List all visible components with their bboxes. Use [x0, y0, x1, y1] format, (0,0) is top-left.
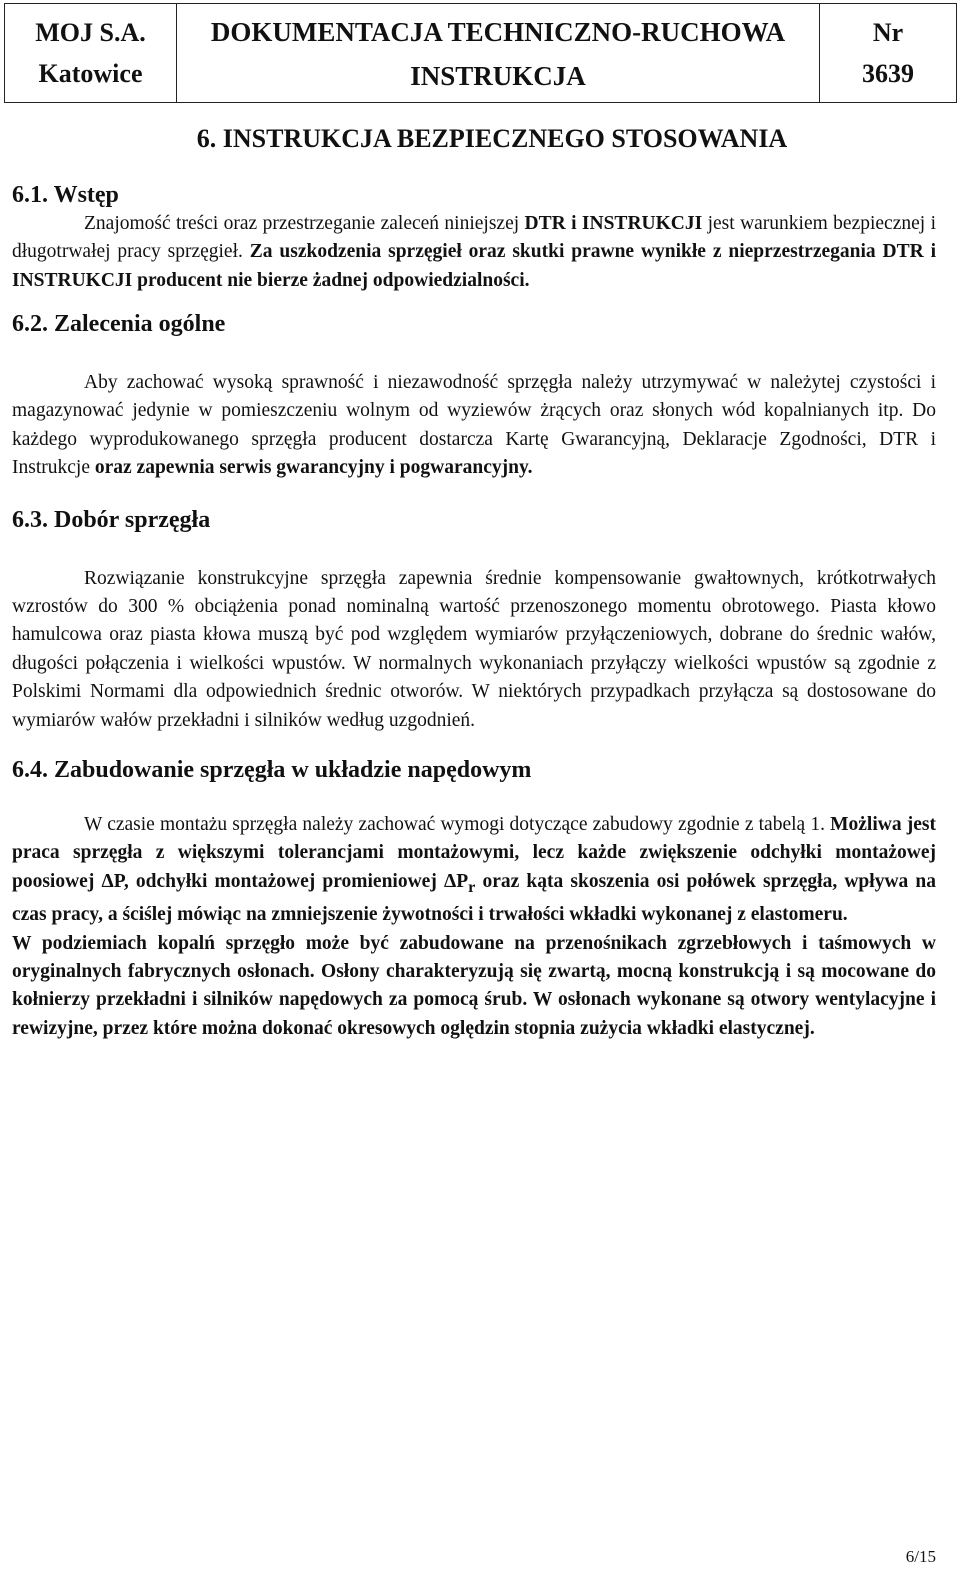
mining-paragraph: W podziemiach kopalń sprzęgło może być zabudowane na przenośnikach zgrzebłowych i taśmowych w oryginalnych fabrycznych osłonach. Osłony charakteryzują się zwartą, mocną konstrukcją i są mocowane do kołnierzy przekładni i silników napędowych za pomocą śrub. W osłonach wykonane są otwory wentylacyjne i rewizyjne, przez które można dokonać okresowych oględzin stopnia zużycia wkładki elastycznej. — [12, 932, 936, 1039]
delta-p-symbol: ΔP — [101, 870, 124, 892]
doc-type-cell — [177, 4, 820, 102]
section-heading-general: 6.2. Zalecenia ogólne — [12, 311, 226, 338]
doc-subtype: INSTRUKCJA — [410, 60, 586, 91]
page-number: 6/15 — [905, 1547, 936, 1566]
text-run-bold: , odchyłki montażowej promieniowej — [123, 870, 444, 892]
doc-number-label: Nr — [872, 17, 904, 47]
text-run-bold: Za uszkodzenia sprzęgieł oraz skutki prawne wynikłe z nieprzestrzegania DTR i INSTRUKCJI producent nie bierze żadnej odpowiedzialności. — [12, 241, 937, 291]
text-run: Aby zachować wysoką sprawność i niezawodność sprzęgła należy utrzymywać w należytej czystości i magazynować jedynie w pomieszczeniu wolnym od wyziewów żrących oraz słonych wód kopalnianych itp. Do każdego wyprodukowanego sprzęgła producent dostarcza Kartę Gwarancyjną, Deklaracje Zgodności, DTR i Instrukcje — [12, 372, 936, 479]
text-run: W czasie montażu sprzęgła należy zachować wymogi dotyczące zabudowy zgodnie z tabelą 1. — [84, 814, 831, 836]
document-body — [12, 122, 936, 1043]
document-header — [4, 3, 957, 103]
text-run-bold: DTR i INSTRUKCJI — [524, 212, 703, 234]
page-title: 6. INSTRUKCJA BEZPIECZNEGO STOSOWANIA — [196, 124, 788, 153]
intro-paragraph — [12, 210, 936, 295]
text-run-bold: oraz kąta skoszenia osi połówek sprzęgła, wpływa na czas pracy, a ściślej mówiąc na zmniejszenie żywotności i trwałości wkładki wykonanej z elastomeru. — [12, 870, 937, 926]
text-run: Znajomość treści oraz przestrzeganie zaleceń niniejszej — [84, 212, 525, 234]
text-run-bold: Możliwa jest praca sprzęgła z większymi tolerancjami montażowymi, lecz każde zwiększenie odchyłki montażowej poosiowej — [12, 814, 936, 892]
company-name: MOJ S.A. — [35, 17, 146, 47]
section-heading-installation: 6.4. Zabudowanie sprzęgła w układzie napędowym — [12, 757, 532, 784]
section-heading-intro: 6.1. Wstęp — [12, 181, 119, 208]
company-city: Katowice — [38, 58, 143, 88]
doc-number-value: 3639 — [862, 58, 914, 88]
selection-paragraph: Rozwiązanie konstrukcyjne sprzęgła zapewnia średnie kompensowanie gwałtownych, krótkotrwałych wzrostów do 300 % obciążenia ponad nominalną wartość przenoszonego momentu obrotowego. Piasta kłowo hamulcowa oraz piasta kłowa muszą być pod względem wymiarów przyłączeniowych, dobrane do średnic wałów, długości połączenia i wielkości wpustów. W normalnych wykonaniach przyłączy wielkości wpustów są zgodnie z Polskimi Normami dla odpowiednich średnic otworów. W niektórych przypadkach przyłącza są dostosowane do wymiarów wałów przekładni i silników według uzgodnień. — [12, 567, 936, 731]
company-cell — [5, 4, 177, 102]
section-heading-selection: 6.3. Dobór sprzęgła — [12, 506, 211, 533]
general-paragraph — [12, 369, 936, 483]
subscript: r — [468, 877, 476, 896]
text-run-bold: oraz zapewnia serwis gwarancyjny i pogwarancyjny. — [94, 457, 533, 479]
installation-paragraph — [12, 811, 936, 930]
doc-type: DOKUMENTACJA TECHNICZNO-RUCHOWA — [210, 16, 786, 47]
delta-p-symbol: ΔP — [443, 870, 469, 892]
text-run: jest warunkiem bezpiecznej i długotrwałej pracy sprzęgieł. — [12, 212, 937, 263]
doc-number-cell — [820, 4, 956, 102]
